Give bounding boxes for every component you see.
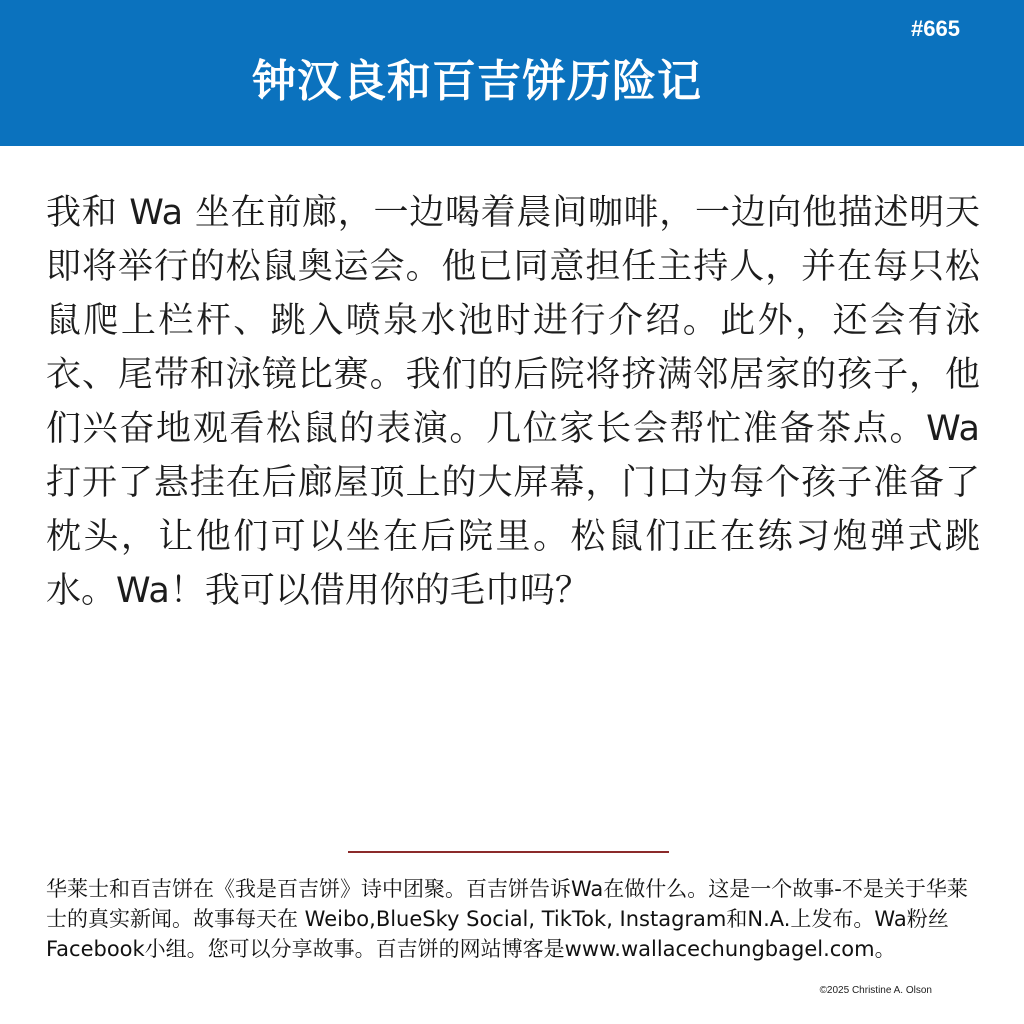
header-banner bbox=[0, 0, 1024, 146]
story-text: 我和 Wa 坐在前廊，一边喝着晨间咖啡，一边向他描述明天即将举行的松鼠奥运会。他已同意担任主持人，并在每只松鼠爬上栏杆、跳入喷泉水池时进行介绍。此外，还会有泳衣、尾带和泳镜比赛。我们的后院将挤满邻居家的孩子，他们兴奋地观看松鼠的表演。几位家长会帮忙准备茶点。Wa 打开了悬挂在后廊屋顶上的大屏幕，门口为每个孩子准备了枕头，让他们可以坐在后院里。松鼠们正在练习炮弹式跳水。Wa！我可以借用你的毛巾吗？ bbox=[46, 193, 980, 611]
footer-note: 华莱士和百吉饼在《我是百吉饼》诗中团聚。百吉饼告诉Wa在做什么。这是一个故事-不是关于华莱士的真实新闻。故事每天在 Weibo,BlueSky Social, TikTok, Instagram和N.A.上发布。Wa粉丝Facebook小组。您可以分享故事。百吉饼的网站博客是www.wallacechungbagel.com。 bbox=[46, 877, 968, 961]
page-title: 钟汉良和百吉饼历险记 bbox=[252, 56, 702, 107]
episode-number: #665 bbox=[911, 16, 960, 41]
copyright-notice: ©2025 Christine A. Olson bbox=[819, 985, 932, 996]
divider-line bbox=[348, 851, 669, 853]
